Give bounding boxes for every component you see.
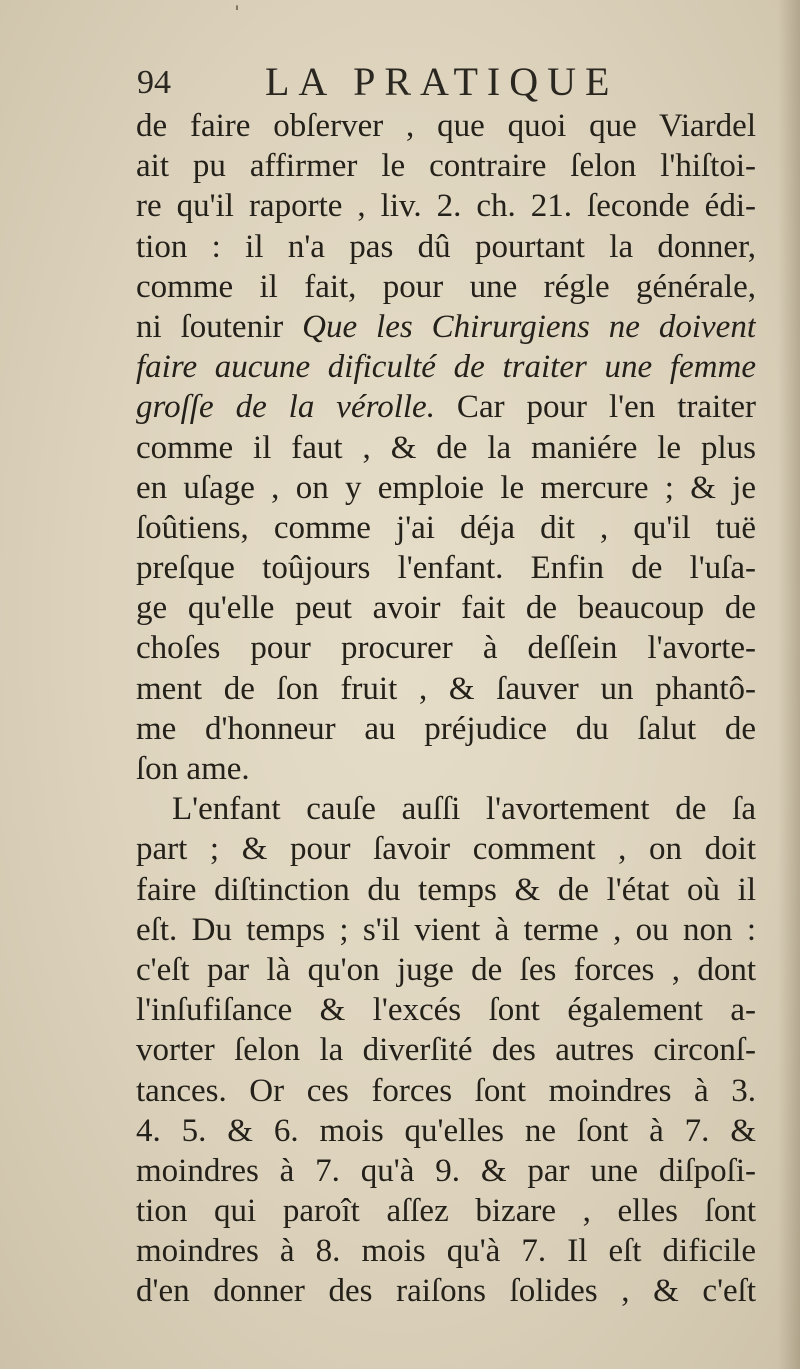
text-segment: vorter ſelon la diverſité des autres circonſ- (136, 1032, 756, 1069)
text-segment: eſt. Du temps ; s'il vient à terme , ou non : (136, 911, 756, 948)
text-line (136, 468, 756, 508)
text-segment: part ; & pour ſavoir comment , on doit (136, 831, 756, 868)
page-number: 94 (137, 64, 171, 101)
text-line (136, 749, 756, 789)
text-segment: tances. Or ces forces ſont moindres à 3. (136, 1072, 756, 1109)
text-segment: ſon ame. (136, 751, 250, 787)
body-text (136, 106, 756, 1312)
text-segment: de faire obſerver , que quoi que Viardel (136, 108, 756, 144)
page-gutter-shadow (778, 0, 800, 1369)
text-line (136, 186, 756, 226)
text-segment: choſes pour procurer à deſſein l'avorte- (136, 630, 756, 667)
text-segment: l'inſufiſance & l'excés ſont également a- (136, 992, 756, 1029)
text-line (136, 347, 756, 387)
text-segment: d'en donner des raiſons ſolides , & c'eſt (136, 1273, 756, 1310)
text-line (136, 1030, 756, 1070)
text-line (136, 387, 756, 427)
text-line (136, 106, 756, 146)
text-segment: moindres à 8. mois qu'à 7. Il eſt dificile (136, 1233, 756, 1270)
text-segment: re qu'il raporte , liv. 2. ch. 21. ſeconde édi- (136, 188, 756, 225)
italic-quote-segment: groſſe de la vérolle. (136, 389, 435, 426)
text-segment: ge qu'elle peut avoir fait de beaucoup de (136, 590, 756, 627)
text-line (136, 227, 756, 267)
text-line (136, 508, 756, 548)
text-line (136, 829, 756, 869)
text-line (136, 1231, 756, 1271)
text-line (136, 307, 756, 347)
text-line (136, 1071, 756, 1111)
text-line (136, 588, 756, 628)
text-segment: ſoûtiens, comme j'ai déja dit , qu'il tuë (136, 509, 756, 546)
text-line (136, 1191, 756, 1231)
text-segment: ait pu affirmer le contraire ſelon l'hiſtoi- (136, 148, 756, 185)
text-segment: me d'honneur au préjudice du ſalut de (136, 710, 756, 747)
ink-stain-mark: ˈ (232, 0, 242, 33)
text-line (136, 1111, 756, 1151)
text-line (136, 950, 756, 990)
text-segment: tion qui paroît aſſez bizare , elles ſont (136, 1193, 756, 1230)
text-line (136, 428, 756, 468)
text-line (136, 1151, 756, 1191)
text-segment: ment de ſon fruit , & ſauver un phantô- (136, 670, 756, 707)
page-header (137, 56, 657, 106)
text-segment: Car pour l'en traiter (434, 389, 756, 426)
text-line (136, 789, 756, 829)
text-segment: tion : il n'a pas dû pourtant la donner, (136, 228, 756, 265)
text-line (136, 990, 756, 1030)
text-segment: comme il faut , & de la maniére le plus (136, 429, 756, 466)
text-segment: en uſage , on y emploie le mercure ; & je (136, 469, 756, 506)
running-title: LA PRATIQUE (265, 59, 619, 104)
text-line (136, 870, 756, 910)
text-segment: preſque toûjours l'enfant. Enfin de l'uſa- (136, 550, 756, 587)
text-segment: faire diſtinction du temps & de l'état où il (136, 871, 756, 908)
text-segment: c'eſt par là qu'on juge de ſes forces , dont (136, 951, 756, 988)
text-segment: faire aucune dificulté de traiter une femme (136, 349, 756, 386)
text-line (136, 548, 756, 588)
text-segment: ni ſoutenir (136, 308, 303, 345)
text-line (136, 1271, 756, 1311)
text-segment: moindres à 7. qu'à 9. & par une diſpoſi- (136, 1152, 756, 1189)
text-segment: L'enfant cauſe auſſi l'avortement de ſa (172, 791, 756, 828)
text-line (136, 910, 756, 950)
text-line (136, 628, 756, 668)
text-line (136, 669, 756, 709)
text-line (136, 267, 756, 307)
text-line (136, 709, 756, 749)
text-segment: 4. 5. & 6. mois qu'elles ne ſont à 7. & (136, 1112, 756, 1149)
text-line (136, 146, 756, 186)
text-segment: comme il fait, pour une régle générale, (136, 268, 756, 305)
italic-quote-segment: Que les Chirurgiens ne doivent (302, 308, 756, 345)
